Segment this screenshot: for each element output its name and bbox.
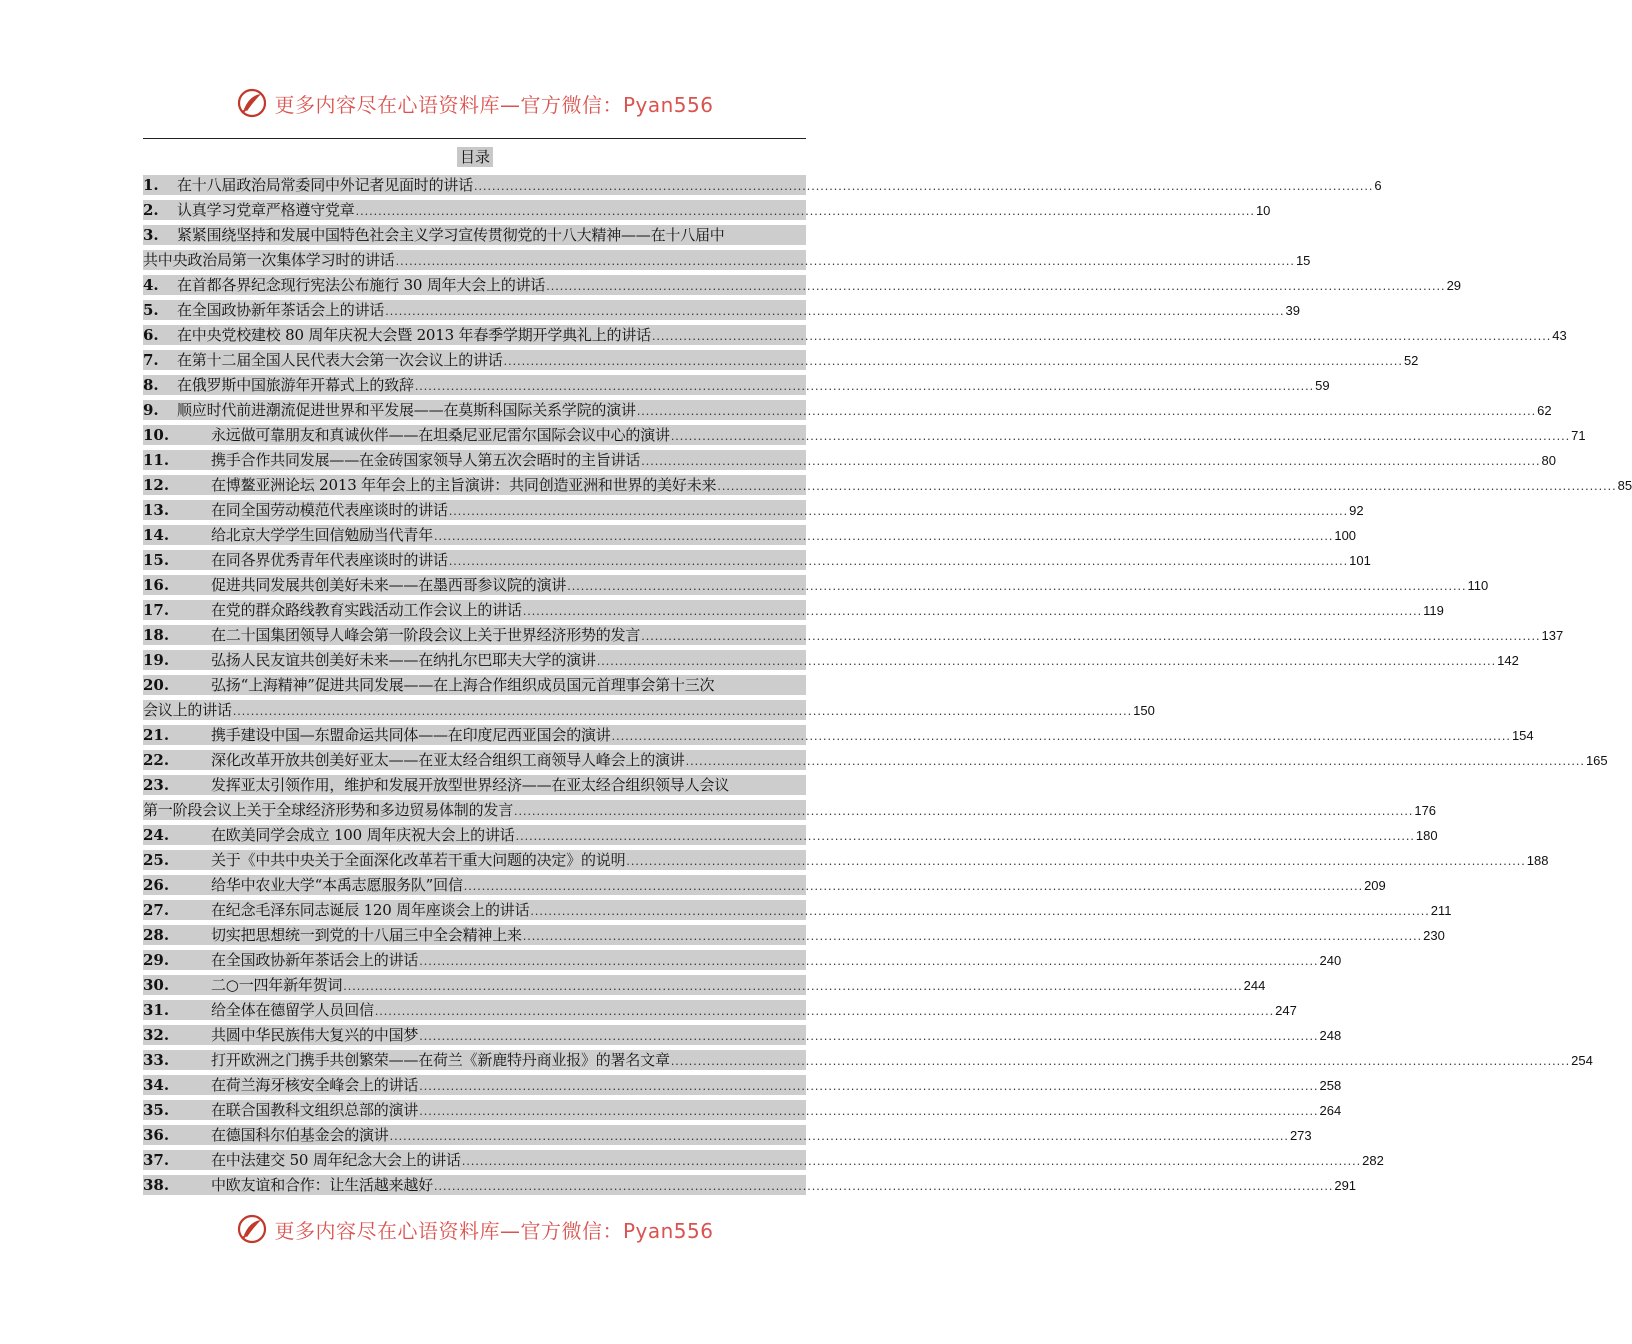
- toc-entry[interactable]: [143, 625, 1564, 645]
- toc-entry-page: 150: [1133, 703, 1155, 718]
- toc-leader-dots: ........................................................................................................................................................................................................: [596, 655, 1497, 668]
- toc-entry-line: [143, 650, 1519, 670]
- toc-leader-dots: ........................................................................................................................................................................................................: [419, 1030, 1319, 1043]
- toc-entry-title: 在欧美同学会成立 100 周年庆祝大会上的讲话: [211, 826, 515, 844]
- toc-entry-page: 52: [1403, 353, 1419, 368]
- toc-entry-number: 32.: [143, 1026, 170, 1044]
- toc-entry[interactable]: [143, 750, 1608, 770]
- toc-entry-line: [143, 950, 1342, 970]
- toc-entry-page: 211: [1430, 903, 1452, 918]
- toc-entry-number: 26.: [143, 876, 170, 894]
- toc-entry-line: [143, 800, 1437, 820]
- toc-entry[interactable]: [143, 1050, 1593, 1070]
- toc-entry-title: 促进共同发展共创美好未来——在墨西哥参议院的演讲: [211, 576, 567, 594]
- toc-entry[interactable]: [143, 825, 1438, 845]
- toc-entry[interactable]: [143, 500, 1364, 520]
- toc-entry-line: [143, 1050, 1593, 1070]
- toc-entry-title: 在联合国教科文组织总部的演讲: [211, 1101, 419, 1119]
- toc-entry[interactable]: [143, 1100, 1342, 1120]
- toc-entry-page: 43: [1552, 328, 1567, 343]
- toc-entry[interactable]: [143, 1000, 1297, 1020]
- toc-entry-title: 携手合作共同发展——在金砖国家领导人第五次会晤时的主旨讲话: [211, 451, 641, 469]
- toc-leader-dots: ........................................................................................................................................................................................................: [448, 555, 1349, 568]
- toc-entry-page: 188: [1526, 853, 1549, 868]
- toc-entry-title: 携手建设中国—东盟命运共同体——在印度尼西亚国会的演讲: [211, 726, 611, 744]
- toc-entry[interactable]: [143, 575, 1489, 595]
- toc-entry-title: 切实把思想统一到党的十八届三中全会精神上来: [211, 926, 522, 944]
- toc-entry-line: [143, 725, 1534, 745]
- toc-entry[interactable]: [143, 775, 1437, 820]
- toc-entry-number: 5.: [143, 301, 159, 319]
- toc-leader-dots: ........................................................................................................................................................................................................: [641, 630, 1541, 643]
- toc-entry-number: 23.: [143, 776, 170, 794]
- toc-leader-dots: ........................................................................................................................................................................................................: [419, 1080, 1319, 1093]
- toc-leader-dots: ........................................................................................................................................................................................................: [374, 1005, 1275, 1018]
- toc-leader-dots: ........................................................................................................................................................................................................: [461, 1155, 1362, 1168]
- toc-entry-line: [143, 1075, 1342, 1095]
- toc-entry-number: 34.: [143, 1076, 170, 1094]
- toc-entry-line: [143, 625, 1564, 645]
- toc-entry-title: 会议上的讲话: [143, 701, 232, 719]
- toc-leader-dots: ........................................................................................................................................................................................................: [514, 805, 1414, 818]
- toc-entry-line: [143, 475, 1632, 495]
- toc-entry-title: 发挥亚太引领作用，维护和发展开放型世界经济——在亚太经合组织领导人会议: [211, 776, 730, 794]
- toc-entry[interactable]: [143, 275, 1462, 295]
- logo-icon: [236, 1213, 268, 1245]
- toc-leader-dots: ........................................................................................................................................................................................................: [448, 505, 1349, 518]
- toc-entry-page: 258: [1319, 1078, 1342, 1093]
- toc-leader-dots: ........................................................................................................................................................................................................: [419, 1105, 1319, 1118]
- toc-entry-title: 给北京大学学生回信勉励当代青年: [211, 526, 434, 544]
- toc-entry-title: 在十八届政治局常委同中外记者见面时的讲话: [177, 176, 474, 194]
- toc-entry-line: [143, 1100, 1342, 1120]
- toc-entry-title: 在二十国集团领导人峰会第一阶段会议上关于世界经济形势的发言: [211, 626, 641, 644]
- toc-entry-line: [143, 200, 1271, 220]
- toc-entry-title: 关于《中共中央关于全面深化改革若干重大问题的决定》的说明: [211, 851, 626, 869]
- toc-leader-dots: ........................................................................................................................................................................................................: [385, 305, 1285, 318]
- toc-entry-line: [143, 825, 1438, 845]
- toc-entry-title: 在纪念毛泽东同志诞辰 120 周年座谈会上的讲话: [211, 901, 530, 919]
- toc-entry-number: 31.: [143, 1001, 170, 1019]
- logo-icon: [236, 87, 268, 119]
- toc-entry-page: 291: [1334, 1178, 1357, 1193]
- toc-entry-line: [143, 425, 1586, 445]
- toc-entry-number: 14.: [143, 526, 170, 544]
- toc-entry[interactable]: [143, 525, 1357, 545]
- toc-entry-title: 永远做可靠朋友和真诚伙伴——在坦桑尼亚尼雷尔国际会议中心的演讲: [211, 426, 670, 444]
- toc-entry-number: 21.: [143, 726, 170, 744]
- toc-leader-dots: ........................................................................................................................................................................................................: [651, 330, 1552, 343]
- toc-entry-number: 37.: [143, 1151, 170, 1169]
- toc-entry-line: [143, 175, 1382, 195]
- toc-entry[interactable]: [143, 1150, 1384, 1170]
- toc-entry-number: 12.: [143, 476, 170, 494]
- footer-banner-text: 更多内容尽在心语资料库—官方微信：Pyan556: [274, 1218, 714, 1243]
- toc-entry-line: [143, 1025, 1342, 1045]
- toc-entry-line: [143, 1175, 1357, 1195]
- toc-entry-page: 100: [1334, 528, 1357, 543]
- toc-entry-page: 244: [1243, 978, 1266, 993]
- toc-entry-line: [143, 875, 1386, 895]
- toc-entry-line: [143, 275, 1462, 295]
- toc-entry[interactable]: [143, 600, 1444, 620]
- toc-entry-line: [143, 500, 1364, 520]
- toc-entry-line: [143, 575, 1489, 595]
- toc-entry-number: 4.: [143, 276, 159, 294]
- toc-list: [143, 170, 1632, 1195]
- toc-entry[interactable]: [143, 475, 1632, 495]
- toc-entry-page: 59: [1315, 378, 1330, 393]
- toc-entry-number: 10.: [143, 426, 170, 444]
- toc-leader-dots: ........................................................................................................................................................................................................: [636, 405, 1537, 418]
- toc-entry-page: 165: [1585, 753, 1608, 768]
- toc-entry-title: 认真学习党章严格遵守党章: [177, 201, 355, 219]
- toc-entry-page: 209: [1364, 878, 1386, 893]
- toc-entry-page: 39: [1285, 303, 1300, 318]
- toc-entry-title: 给全体在德留学人员回信: [211, 1001, 374, 1019]
- toc-title: 目录: [457, 147, 493, 167]
- toc-entry-line: [143, 450, 1556, 470]
- toc-entry-title: 在同各界优秀青年代表座谈时的讲话: [211, 551, 448, 569]
- toc-entry-page: 248: [1319, 1028, 1342, 1043]
- toc-leader-dots: ........................................................................................................................................................................................................: [474, 180, 1374, 193]
- toc-leader-dots: ........................................................................................................................................................................................................: [414, 380, 1315, 393]
- toc-entry-title: 弘扬人民友谊共创美好未来——在纳扎尔巴耶夫大学的演讲: [211, 651, 596, 669]
- toc-entry-page: 254: [1571, 1053, 1593, 1068]
- toc-entry[interactable]: [143, 200, 1271, 220]
- toc-entry-title: 在全国政协新年茶话会上的讲话: [177, 301, 385, 319]
- toc-entry-page: 6: [1374, 178, 1382, 193]
- toc-leader-dots: ........................................................................................................................................................................................................: [343, 980, 1243, 993]
- toc-leader-dots: ........................................................................................................................................................................................................: [395, 255, 1295, 268]
- toc-entry-title: 在中央党校建校 80 周年庆祝大会暨 2013 年春季学期开学典礼上的讲话: [177, 326, 651, 344]
- toc-entry[interactable]: [143, 550, 1371, 570]
- toc-entry-line: [143, 925, 1445, 945]
- toc-entry-page: 80: [1541, 453, 1556, 468]
- toc-entry-page: 247: [1275, 1003, 1297, 1018]
- toc-entry-page: 282: [1362, 1153, 1384, 1168]
- toc-entry-number: 36.: [143, 1126, 170, 1144]
- toc-entry-line: [143, 325, 1567, 345]
- toc-leader-dots: ........................................................................................................................................................................................................: [530, 905, 1430, 918]
- toc-entry-line: [143, 900, 1452, 920]
- toc-leader-dots: ........................................................................................................................................................................................................: [419, 955, 1319, 968]
- toc-entry-page: 240: [1319, 953, 1342, 968]
- toc-entry[interactable]: [143, 950, 1342, 970]
- toc-entry-line: [143, 225, 806, 245]
- toc-entry-title: 二○一四年新年贺词: [211, 976, 343, 994]
- toc-entry-page: 176: [1414, 803, 1437, 818]
- toc-entry-number: 16.: [143, 576, 170, 594]
- toc-entry-number: 27.: [143, 901, 170, 919]
- toc-entry-line: [143, 250, 1311, 270]
- toc-entry-number: 2.: [143, 201, 159, 219]
- toc-entry-line: [143, 350, 1419, 370]
- toc-leader-dots: ........................................................................................................................................................................................................: [717, 480, 1617, 493]
- toc-entry[interactable]: [143, 375, 1330, 395]
- toc-entry-number: 11.: [143, 451, 170, 469]
- toc-entry-number: 25.: [143, 851, 170, 869]
- toc-entry-number: 29.: [143, 951, 170, 969]
- toc-entry-line: [143, 550, 1371, 570]
- toc-entry-line: [143, 300, 1300, 320]
- toc-entry-title: 在中法建交 50 周年纪念大会上的讲话: [211, 1151, 461, 1169]
- toc-entry[interactable]: [143, 725, 1534, 745]
- toc-entry[interactable]: [143, 225, 1311, 270]
- toc-entry-number: 33.: [143, 1051, 170, 1069]
- toc-entry[interactable]: [143, 1175, 1357, 1195]
- toc-leader-dots: ........................................................................................................................................................................................................: [503, 355, 1403, 368]
- toc-entry-title: 在荷兰海牙核安全峰会上的讲话: [211, 1076, 419, 1094]
- toc-entry-page: 230: [1423, 928, 1445, 943]
- toc-entry-line: [143, 700, 1155, 720]
- toc-entry-title: 在俄罗斯中国旅游年开幕式上的致辞: [177, 376, 414, 394]
- toc-entry[interactable]: [143, 400, 1552, 420]
- toc-entry-page: 142: [1497, 653, 1519, 668]
- toc-entry-number: 17.: [143, 601, 170, 619]
- toc-leader-dots: ........................................................................................................................................................................................................: [685, 755, 1585, 768]
- toc-entry-page: 119: [1423, 603, 1444, 618]
- toc-entry-line: [143, 675, 806, 695]
- toc-entry-number: 3.: [143, 226, 159, 244]
- toc-entry-number: 38.: [143, 1176, 170, 1194]
- toc-entry-title: 给华中农业大学“本禹志愿服务队”回信: [211, 876, 463, 894]
- toc-entry[interactable]: [143, 675, 1155, 720]
- toc-entry-title: 在全国政协新年茶话会上的讲话: [211, 951, 419, 969]
- toc-leader-dots: ........................................................................................................................................................................................................: [626, 855, 1526, 868]
- toc-entry[interactable]: [143, 1125, 1312, 1145]
- toc-entry[interactable]: [143, 450, 1556, 470]
- toc-leader-dots: ........................................................................................................................................................................................................: [567, 580, 1467, 593]
- toc-entry-page: 273: [1289, 1128, 1312, 1143]
- toc-leader-dots: ........................................................................................................................................................................................................: [670, 1055, 1571, 1068]
- toc-entry-page: 15: [1295, 253, 1311, 268]
- toc-entry-line: [143, 525, 1357, 545]
- toc-entry-page: 154: [1511, 728, 1534, 743]
- toc-entry[interactable]: [143, 1075, 1342, 1095]
- footer-banner: [0, 1211, 950, 1247]
- toc-entry-page: 110: [1467, 578, 1489, 593]
- toc-entry-page: 264: [1319, 1103, 1342, 1118]
- toc-entry-title: 在首都各界纪念现行宪法公布施行 30 周年大会上的讲话: [177, 276, 546, 294]
- toc-entry-line: [143, 375, 1330, 395]
- toc-entry-title: 深化改革开放共创美好亚太——在亚太经合组织工商领导人峰会上的演讲: [211, 751, 685, 769]
- toc-entry-title: 紧紧围绕坚持和发展中国特色社会主义学习宣传贯彻党的十八大精神——在十八届中: [177, 226, 725, 244]
- toc-leader-dots: ........................................................................................................................................................................................................: [522, 930, 1423, 943]
- toc-leader-dots: ........................................................................................................................................................................................................: [641, 455, 1541, 468]
- toc-entry-title: 在同全国劳动模范代表座谈时的讲话: [211, 501, 448, 519]
- toc-leader-dots: ........................................................................................................................................................................................................: [434, 1180, 1334, 1193]
- toc-leader-dots: ........................................................................................................................................................................................................: [670, 430, 1571, 443]
- toc-leader-dots: ........................................................................................................................................................................................................: [522, 605, 1423, 618]
- toc-entry-number: 19.: [143, 651, 170, 669]
- toc-entry-number: 28.: [143, 926, 170, 944]
- toc-entry-number: 22.: [143, 751, 170, 769]
- toc-entry-line: [143, 400, 1552, 420]
- toc-entry[interactable]: [143, 325, 1567, 345]
- toc-entry-title: 在德国科尔伯基金会的演讲: [211, 1126, 389, 1144]
- toc-entry-page: 29: [1446, 278, 1462, 293]
- toc-entry[interactable]: [143, 425, 1586, 445]
- toc-entry[interactable]: [143, 850, 1549, 870]
- toc-entry-number: 20.: [143, 676, 170, 694]
- toc-entry-page: 62: [1537, 403, 1552, 418]
- toc-entry-title: 共圆中华民族伟大复兴的中国梦: [211, 1026, 419, 1044]
- toc-entry-title: 共中央政治局第一次集体学习时的讲话: [143, 251, 395, 269]
- toc-entry-page: 85: [1617, 478, 1632, 493]
- toc-entry-number: 18.: [143, 626, 170, 644]
- toc-entry[interactable]: [143, 350, 1419, 370]
- toc-leader-dots: ........................................................................................................................................................................................................: [546, 280, 1446, 293]
- toc-entry-page: 10: [1255, 203, 1271, 218]
- toc-entry[interactable]: [143, 875, 1386, 895]
- toc-leader-dots: ........................................................................................................................................................................................................: [463, 880, 1364, 893]
- toc-entry-number: 24.: [143, 826, 170, 844]
- toc-entry-page: 71: [1571, 428, 1586, 443]
- toc-entry-line: [143, 975, 1266, 995]
- toc-leader-dots: ........................................................................................................................................................................................................: [611, 730, 1511, 743]
- toc-entry-title: 中欧友谊和合作：让生活越来越好: [211, 1176, 434, 1194]
- toc-entry-title: 打开欧洲之门携手共创繁荣——在荷兰《新鹿特丹商业报》的署名文章: [211, 1051, 670, 1069]
- toc-entry-page: 137: [1541, 628, 1564, 643]
- toc-leader-dots: ........................................................................................................................................................................................................: [232, 705, 1133, 718]
- toc-entry-page: 101: [1349, 553, 1371, 568]
- toc-entry-number: 30.: [143, 976, 170, 994]
- toc-entry-title: 弘扬“上海精神”促进共同发展——在上海合作组织成员国元首理事会第十三次: [211, 676, 715, 694]
- toc-leader-dots: ........................................................................................................................................................................................................: [515, 830, 1415, 843]
- toc-entry[interactable]: [143, 975, 1266, 995]
- toc-entry-title: 顺应时代前进潮流促进世界和平发展——在莫斯科国际关系学院的演讲: [177, 401, 636, 419]
- toc-entry-page: 180: [1415, 828, 1438, 843]
- toc-entry-title: 在党的群众路线教育实践活动工作会议上的讲话: [211, 601, 522, 619]
- toc-entry-title: 在第十二届全国人民代表大会第一次会议上的讲话: [177, 351, 503, 369]
- toc-entry-line: [143, 1150, 1384, 1170]
- toc-entry-line: [143, 1000, 1297, 1020]
- toc-entry-title: 在博鳌亚洲论坛 2013 年年会上的主旨演讲：共同创造亚洲和世界的美好未来: [211, 476, 717, 494]
- toc-entry-number: 8.: [143, 376, 159, 394]
- header-banner: [0, 85, 950, 121]
- header-banner-text: 更多内容尽在心语资料库—官方微信：Pyan556: [274, 92, 714, 117]
- header-rule: [143, 138, 806, 139]
- toc-entry-number: 1.: [143, 176, 159, 194]
- toc-entry[interactable]: [143, 300, 1300, 320]
- toc-leader-dots: ........................................................................................................................................................................................................: [389, 1130, 1289, 1143]
- toc-entry-line: [143, 1125, 1312, 1145]
- toc-entry-number: 35.: [143, 1101, 170, 1119]
- toc-entry-number: 9.: [143, 401, 159, 419]
- toc-entry-title: 第一阶段会议上关于全球经济形势和多边贸易体制的发言: [143, 801, 514, 819]
- toc-leader-dots: ........................................................................................................................................................................................................: [355, 205, 1255, 218]
- toc-entry-line: [143, 750, 1608, 770]
- toc-entry-number: 7.: [143, 351, 159, 369]
- toc-entry-number: 6.: [143, 326, 159, 344]
- toc-entry-line: [143, 775, 806, 795]
- toc-entry-page: 92: [1349, 503, 1364, 518]
- toc-entry-number: 15.: [143, 551, 170, 569]
- toc-entry[interactable]: [143, 900, 1452, 920]
- toc-entry-line: [143, 850, 1549, 870]
- toc-entry[interactable]: [143, 1025, 1342, 1045]
- toc-entry[interactable]: [143, 650, 1519, 670]
- toc-entry-line: [143, 600, 1444, 620]
- toc-entry-number: 13.: [143, 501, 170, 519]
- toc-leader-dots: ........................................................................................................................................................................................................: [434, 530, 1334, 543]
- toc-entry[interactable]: [143, 175, 1382, 195]
- toc-entry[interactable]: [143, 925, 1445, 945]
